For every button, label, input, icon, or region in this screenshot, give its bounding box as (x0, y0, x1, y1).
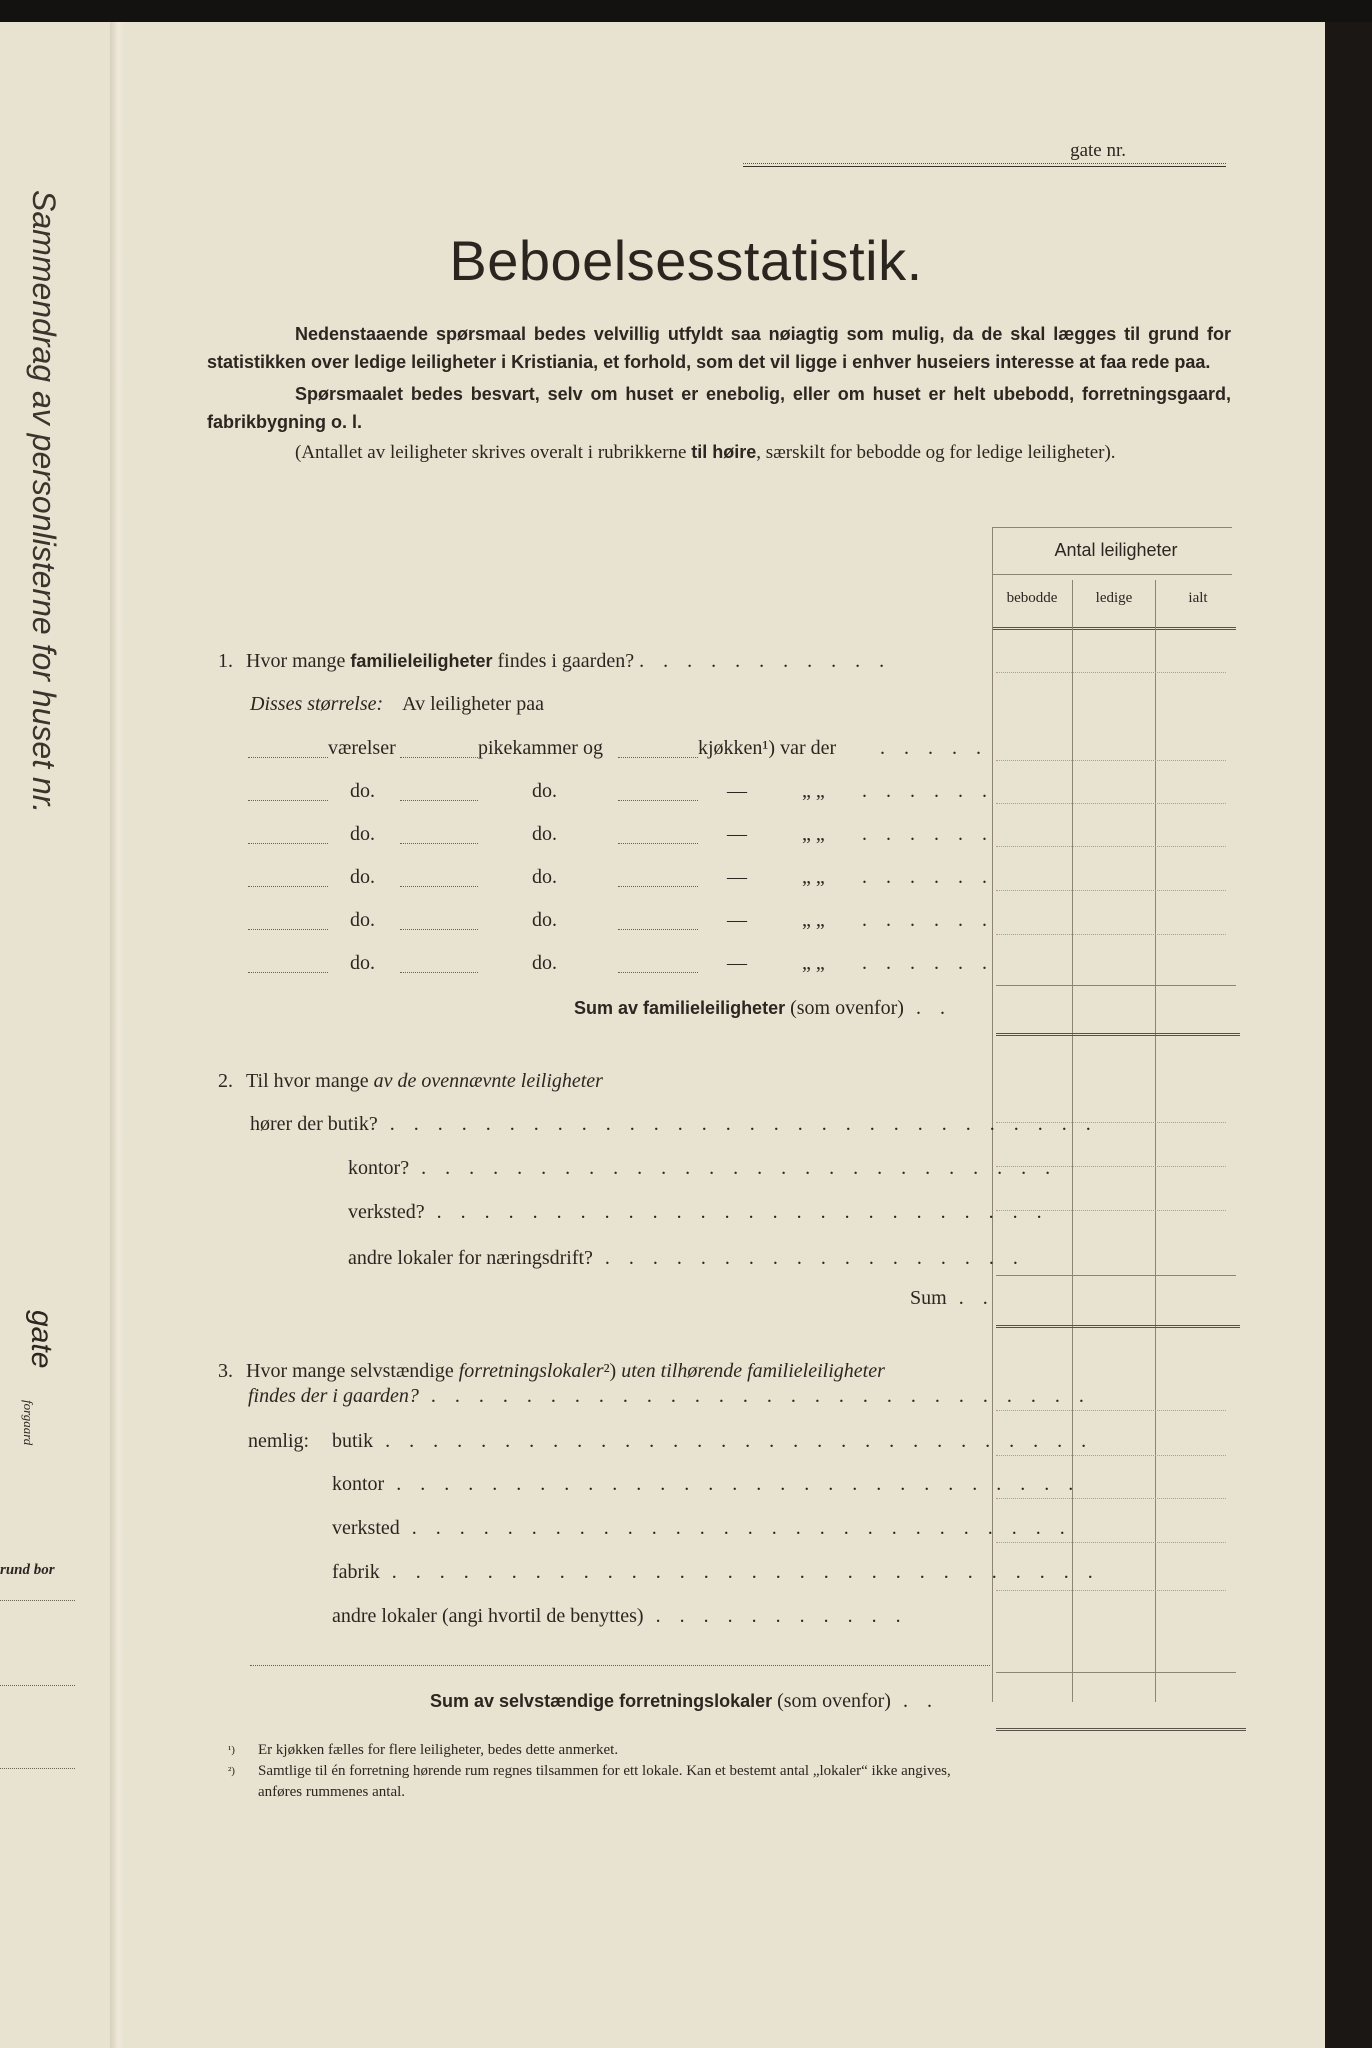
table-top-line (992, 527, 1232, 528)
q3-item-kontor-label: kontor (332, 1473, 385, 1495)
table-title: Antal leiligheter (1054, 540, 1178, 560)
table-sum1-line (996, 1033, 1240, 1036)
do-row-4b: do. (532, 909, 557, 931)
footnote-1-text: Er kjøkken fælles for flere leiligheter, bedes dette anmerket. (258, 1742, 619, 1758)
q2-item-butik: hører der butik? . . . . . . . . . . . . . . . . . . . . . . . . . . . . . . (250, 1113, 1098, 1135)
table-sum2-line (996, 1325, 1240, 1328)
q3-item-butik: butik . . . . . . . . . . . . . . . . . . . . . . . . . . . . . . (332, 1430, 1094, 1452)
q1-line: 1. Hvor mange familieleiligheter findes i gaarden? . . . . . . . . . . . (218, 650, 892, 672)
intro-p3-b: til høire (691, 442, 757, 462)
q1-sum-suffix: (som ovenfor) (785, 997, 904, 1019)
dash-row-1: — (727, 780, 747, 802)
q2-item-butik-label: hører der butik? (250, 1113, 378, 1135)
q2-number: 2. (218, 1070, 233, 1092)
quote-row-2: „ „ (802, 823, 825, 845)
q3-line (218, 1360, 885, 1383)
q3-blank-line (250, 1665, 990, 1666)
q3-item-verksted-label: verksted (332, 1517, 400, 1539)
footnote-2-mark: ²) (228, 1765, 235, 1777)
gate-nr-underline (743, 166, 1226, 167)
footnote-2-text-cont: anføres rummenes antal. (258, 1784, 406, 1800)
sidebar-gate-label: gate (25, 1310, 58, 1369)
intro-text (207, 320, 1231, 467)
sidebar-grund-label: rund bor (0, 1562, 55, 1578)
q3-sum: Sum av selvstændige forretningslokaler (som ovenfor) . . (430, 1690, 939, 1712)
q2-item-andre-label: andre lokaler for næringsdrift? (348, 1247, 593, 1269)
q3-sum-label: Sum av selvstændige forretningslokaler (430, 1691, 773, 1711)
q3-item-andre: andre lokaler (angi hvortil de benyttes) . . . . . . . . . . . (332, 1605, 908, 1627)
q2-item-kontor: kontor? . . . . . . . . . . . . . . . . . . . . . . . . . . . (348, 1157, 1058, 1179)
do-row-1: do. (350, 780, 375, 802)
sidebar-forgaard-label: forgaard (21, 1400, 36, 1446)
q3-text-a: Hvor mange selvstændige (246, 1360, 459, 1382)
column-ialt: ialt (1188, 590, 1208, 606)
quote-row-1: „ „ (802, 780, 825, 802)
gate-nr-line (743, 163, 1226, 164)
q2-item-verksted-label: verksted? (348, 1201, 425, 1223)
intro-paragraph-3 (207, 438, 1231, 467)
do-row-2b: do. (532, 823, 557, 845)
intro-paragraph-2: Spørsmaalet bedes besvart, selv om huset er enebolig, eller om huset er helt ubebodd, forretningsgaard, fabrikbygning o. l. (207, 384, 1231, 432)
dash-row-3: — (727, 866, 747, 888)
do-row-5: do. (350, 952, 375, 974)
q3-item-andre-label: andre lokaler (angi hvortil de benyttes) (332, 1605, 644, 1627)
quote-row-5: „ „ (802, 952, 825, 974)
do-row-1b: do. (532, 780, 557, 802)
dash-row-2: — (727, 823, 747, 845)
table-header-line (992, 627, 1236, 630)
q1-text-a: Hvor mange (246, 650, 351, 672)
table-divider-2 (1155, 580, 1156, 1702)
intro-p3-c: , særskilt for bebodde og for ledige leiligheter). (756, 442, 1116, 463)
q2-sum: Sum . . (910, 1287, 995, 1309)
q1-sum: Sum av familieleiligheter (som ovenfor) . . (574, 997, 952, 1019)
q3-sum-suffix: (som ovenfor) (772, 1690, 891, 1712)
q3-nemlig: nemlig: (248, 1430, 310, 1452)
q1-text-b: familieleiligheter (350, 651, 493, 671)
intro-p3-a: (Antallet av leiligheter skrives overalt i rubrikkerne (295, 442, 692, 463)
q3-item-butik-label: butik (332, 1430, 374, 1452)
sidebar-vertical-text: Sammendrag av personlisterne for huset nr. (26, 190, 62, 814)
do-row-4: do. (350, 909, 375, 931)
q2-text-b: av de ovennævnte leiligheter (373, 1070, 603, 1092)
column-bebodde: bebodde (1006, 590, 1058, 606)
q1-sizes-text: Av leiligheter paa (402, 693, 544, 715)
page-title: Beboelsesstatistik. (449, 229, 923, 292)
footnote-2-text: Samtlige til én forretning hørende rum regnes tilsammen for ett lokale. Kan et bestemt antal „lokaler“ ikke angives, (258, 1763, 951, 1779)
column-ledige: ledige (1095, 590, 1133, 606)
dash-row-5: — (727, 952, 747, 974)
do-row-2: do. (350, 823, 375, 845)
q3-item-kontor: kontor . . . . . . . . . . . . . . . . . . . . . . . . . . . . . (332, 1473, 1081, 1495)
footnote-1-mark: ¹) (228, 1744, 235, 1756)
q2-sum-label: Sum (910, 1287, 947, 1309)
q3-line-2: findes der i gaarden? . . . . . . . . . . . . . . . . . . . . . . . . . . . . (248, 1385, 1091, 1407)
q3-item-verksted: verksted . . . . . . . . . . . . . . . . . . . . . . . . . . . . (332, 1517, 1072, 1539)
q1-sum-label: Sum av familieleiligheter (574, 998, 786, 1018)
q1-pikekammer: pikekammer og (478, 737, 603, 759)
q2-item-andre: andre lokaler for næringsdrift? . . . . . . . . . . . . . . . . . . (348, 1247, 1025, 1269)
page-fold (110, 22, 124, 2048)
table-title-line (992, 574, 1232, 575)
q3-text-e: findes der i gaarden? (248, 1385, 419, 1407)
q1-vaerelser: værelser (328, 737, 396, 759)
q2-item-verksted: verksted? . . . . . . . . . . . . . . . . . . . . . . . . . . (348, 1201, 1049, 1223)
quote-row-3: „ „ (802, 866, 825, 888)
q2-item-kontor-label: kontor? (348, 1157, 410, 1179)
dash-row-4: — (727, 909, 747, 931)
page-edge (1325, 22, 1372, 2048)
q1-number: 1. (218, 650, 233, 672)
q3-text-b: forretningslokaler (458, 1360, 604, 1382)
q1-sizes-label: Disses størrelse: (250, 693, 384, 715)
do-row-5b: do. (532, 952, 557, 974)
q3-text-c: ²) (603, 1360, 622, 1382)
q3-item-fabrik: fabrik . . . . . . . . . . . . . . . . . . . . . . . . . . . . . . (332, 1561, 1100, 1583)
q2-text-a: Til hvor mange (246, 1070, 374, 1092)
do-row-3b: do. (532, 866, 557, 888)
q2-line (218, 1070, 603, 1093)
q3-number: 3. (218, 1360, 233, 1382)
q1-sizes-line (250, 693, 544, 716)
intro-paragraph-1: Nedenstaaende spørsmaal bedes velvillig utfyldt saa nøiagtig som mulig, da de skal lægges til grund for statistikken over ledige leiligheter i Kristiania, et forhold, som det vil ligge i enhver huseiers interesse at faa rede paa. (207, 324, 1231, 372)
q1-text-c: findes i gaarden? (492, 650, 635, 672)
q3-item-fabrik-label: fabrik (332, 1561, 380, 1583)
table-sum3-line (996, 1728, 1246, 1731)
quote-row-4: „ „ (802, 909, 825, 931)
gate-nr-label: gate nr. (1070, 140, 1126, 161)
table-divider-1 (1072, 580, 1073, 1702)
do-row-3: do. (350, 866, 375, 888)
q1-kjokken: kjøkken¹) var der (698, 737, 837, 759)
q3-text-d: uten tilhørende familieleiligheter (621, 1360, 885, 1382)
